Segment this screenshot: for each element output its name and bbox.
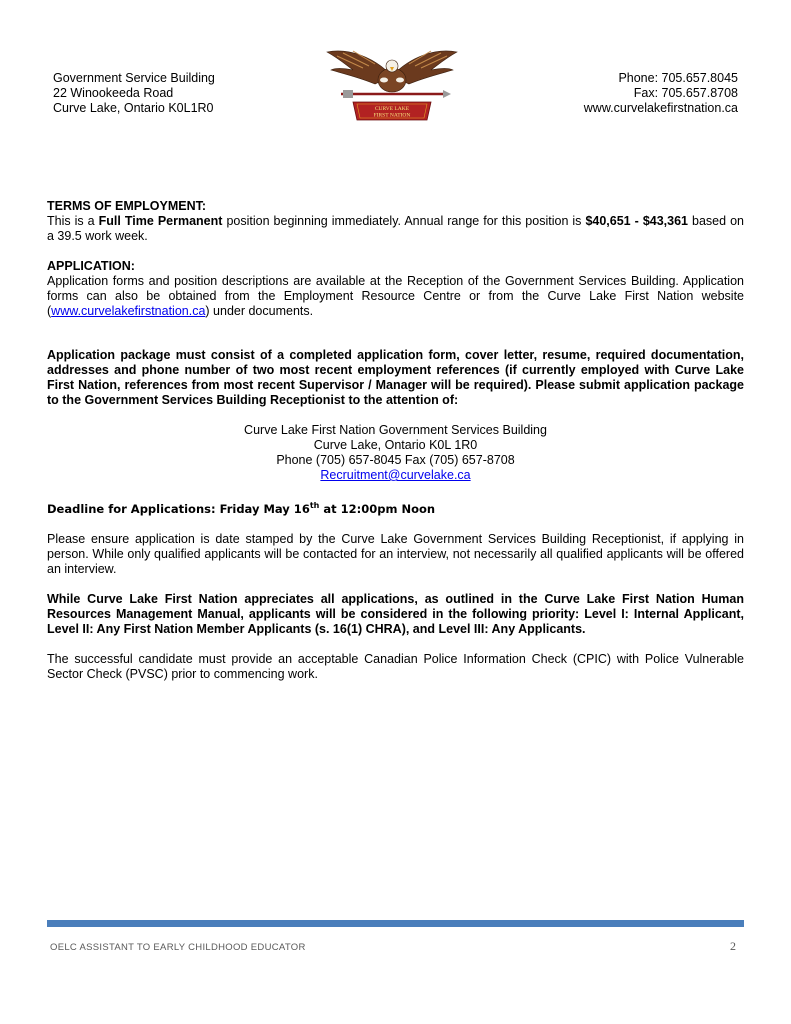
deadline: Deadline for Applications: Friday May 16th at 12:00pm Noon: [47, 501, 436, 516]
date-stamp-paragraph: Please ensure application is date stamped by the Curve Lake Government Services Building Receptionist, if applying in person. While only qualified applicants will be contacted for an interview, not necessarily all qualified applicants will be offered an interview.: [47, 531, 744, 576]
address-line2: Curve Lake, Ontario K0L 1R0: [313, 438, 478, 452]
footer-title: OELC ASSISTANT TO EARLY CHILDHOOD EDUCATOR: [50, 942, 306, 953]
address-email: [47, 468, 744, 483]
header-contact: [584, 71, 738, 116]
header-fax: Fax: 705.657.8708: [633, 86, 738, 100]
page-number: 2: [730, 939, 736, 953]
header-address-line: 22 Winookeeda Road: [53, 86, 174, 100]
package-paragraph: Application package must consist of a completed application form, cover letter, resume, required documentation, addresses and phone number of two most recent employment references (if currently employed with Curve Lake First Nation, references from most recent Supervisor / Manager will be required). Please submit application package to the Government Services Building Receptionist to the attention of:: [47, 348, 744, 407]
logo-text-line1: CURVE LAKE: [374, 106, 410, 112]
header-address: [53, 71, 215, 116]
header-phone: Phone: 705.657.8045: [618, 71, 738, 85]
document-body: [47, 199, 744, 682]
address-line3: Phone (705) 657-8045 Fax (705) 657-8708: [276, 453, 515, 467]
logo-text-line2: FIRST NATION: [373, 112, 411, 119]
application-heading: APPLICATION:: [47, 259, 135, 273]
curve-lake-eagle-logo: [323, 46, 461, 124]
recruitment-email-link[interactable]: Recruitment@curvelake.ca: [320, 468, 471, 482]
website-link[interactable]: www.curvelakefirstnation.ca: [51, 304, 206, 318]
footer-divider: [47, 920, 744, 927]
priority-paragraph: While Curve Lake First Nation appreciates all applications, as outlined in the Curve Lake First Nation Human Resources Management Manual, applicants will be considered in the following priority: Level I: Internal Applicant, Level II: Any First Nation Member Applicants (s. 16(1) CHRA), and Level III: Any Applicants.: [47, 591, 744, 636]
header-website: www.curvelakefirstnation.ca: [583, 101, 738, 115]
cpic-paragraph: The successful candidate must provide an acceptable Canadian Police Information Check (CPIC) with Police Vulnerable Sector Check (PVSC) prior to commencing work.: [47, 651, 744, 681]
header-address-line: Curve Lake, Ontario K0L1R0: [53, 101, 214, 115]
header-address-line: Government Service Building: [53, 71, 215, 85]
application-paragraph: Application forms and position descriptions are available at the Reception of the Government Services Building. Application forms can also be obtained from the Employment Resource Centre or from the Curve Lake First Nation website (www.curvelakefirstnation.ca) under documents.: [47, 274, 744, 318]
address-line1: Curve Lake First Nation Government Services Building: [244, 423, 547, 437]
terms-paragraph: This is a Full Time Permanent position beginning immediately. Annual range for this position is $40,651 - $43,361 based on a 39.5 work week.: [47, 214, 745, 243]
terms-heading: TERMS OF EMPLOYMENT:: [47, 199, 207, 213]
